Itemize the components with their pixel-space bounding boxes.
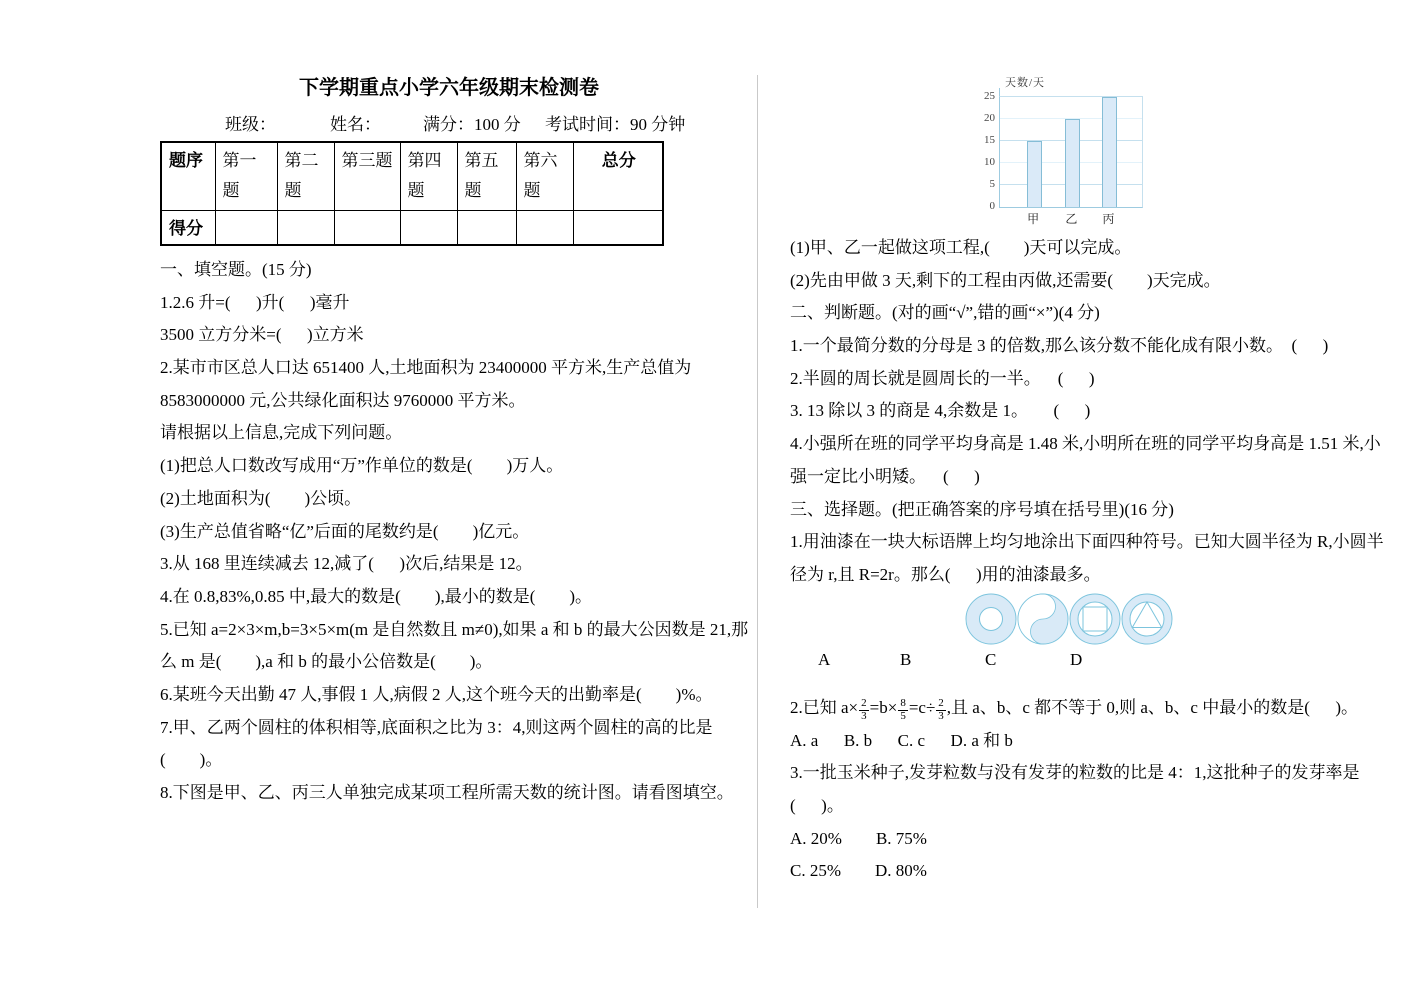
score-table-cell	[334, 211, 400, 246]
student-info-row	[160, 102, 738, 140]
question-line: 4.在 0.8,83%,0.85 中,最大的数是( ),最小的数是( )。	[160, 586, 593, 606]
score-table-cell: 第二题	[277, 142, 334, 211]
question-line: 径为 r,且 R=2r。那么( )用的油漆最多。	[790, 564, 1101, 584]
yinyang-symbol	[1017, 592, 1069, 646]
question-line: 4.小强所在班的同学平均身高是 1.48 米,小明所在班的同学平均身高是 1.51 米,小	[790, 434, 1381, 454]
score-table-cell: 第五题	[457, 142, 516, 211]
question-line: 3.一批玉米种子,发芽粒数与没有发芽的粒数的比是 4：1,这批种子的发芽率是	[790, 763, 1360, 783]
question-line: 请根据以上信息,完成下列问题。	[160, 423, 403, 443]
question-line: 8583000000 元,公共绿化面积达 9760000 平方米。	[160, 390, 526, 410]
fraction: $\frac{2}{3}$	[938, 697, 944, 722]
question-line: 一、填空题。(15 分)	[160, 260, 312, 279]
score-table-cell: 第三题	[334, 142, 400, 211]
score-table-cell: 得分	[161, 211, 215, 246]
question-line: 强一定比小明矮。 ( )	[790, 466, 980, 486]
score-table-cell	[573, 211, 663, 246]
x-axis-tick-label: 丙	[1102, 212, 1115, 226]
score-table-cell: 第六题	[516, 142, 573, 211]
full-score-label: 满分：100 分	[423, 115, 521, 134]
question-line: (1)把总人口数改写成用“万”作单位的数是( )万人。	[160, 456, 564, 476]
question-line: 5.已知 a=2×3×m,b=3×5×m(m 是自然数且 m≠0),如果 a 和 b 的最大公因数是 21,那	[160, 619, 749, 639]
x-axis-tick-label: 乙	[1065, 212, 1078, 226]
question-line: 3. 13 除以 3 的商是 4,余数是 1。 ( )	[790, 401, 1091, 421]
y-axis-tick-label: 10	[984, 156, 995, 168]
choice-symbols-row	[965, 592, 1406, 646]
score-table-cell: 总分	[573, 142, 663, 211]
chart-plot-area	[999, 96, 1143, 208]
question-line: 2.半圆的周长就是圆周长的一半。 ( )	[790, 368, 1095, 388]
fraction: $\frac{2}{3}$	[861, 697, 867, 722]
question-text: =c÷	[908, 697, 936, 717]
exam-time-label: 考试时间：90 分钟	[545, 115, 686, 134]
question-line: 1.一个最简分数的分母是 3 的倍数,那么该分数不能化成有限小数。 ( )	[790, 336, 1329, 356]
question-text: 2.已知 a×	[790, 697, 859, 717]
left-column	[160, 70, 749, 810]
x-axis-tick-label: 甲	[1027, 212, 1040, 226]
score-table-cell	[516, 211, 573, 246]
score-table-cell: 题序	[161, 142, 215, 211]
score-table-cell	[400, 211, 457, 246]
name-label: 姓名：	[330, 115, 381, 134]
y-axis-tick-label: 25	[984, 90, 995, 102]
question-text: ,且 a、b、c 都不等于 0,则 a、b、c 中最小的数是( )。	[946, 697, 1359, 717]
score-table-cell: 第一题	[215, 142, 277, 211]
question-line: 二、判断题。(对的画“√”,错的画“×”)(4 分)	[790, 303, 1100, 323]
question-line: 7.甲、乙两个圆柱的体积相等,底面积之比为 3：4,则这两个圆柱的高的比是	[160, 717, 713, 737]
bar-甲	[1027, 141, 1042, 207]
left-question-lines	[160, 254, 749, 810]
question-line: 3500 立方分米=( )立方米	[160, 325, 364, 345]
y-axis-tick-label: 20	[984, 112, 995, 124]
y-axis-stub	[999, 88, 1000, 96]
chart-y-axis-label: 天数/天	[1005, 77, 1046, 89]
class-label: 班级：	[225, 115, 276, 134]
y-axis-tick-label: 0	[989, 200, 995, 212]
question-line: 8.下图是甲、乙、丙三人单独完成某项工程所需天数的统计图。请看图填空。	[160, 783, 734, 802]
question-line: (3)生产总值省略“亿”后面的尾数约是( )亿元。	[160, 521, 530, 541]
score-table-cell: 第四题	[400, 142, 457, 211]
bar-chart	[975, 70, 1205, 232]
question-line: 1.用油漆在一块大标语牌上均匀地涂出下面四种符号。已知大圆半径为 R,小圆半	[790, 532, 1384, 552]
question-line: 3.从 168 里连续减去 12,减了( )次后,结果是 12。	[160, 554, 533, 574]
score-table-cell	[457, 211, 516, 246]
question-line: (2)土地面积为( )公顷。	[160, 488, 362, 508]
choice-labels-row	[790, 646, 1406, 682]
y-axis-tick-label: 5	[989, 178, 995, 190]
question-line: (2)先由甲做 3 天,剩下的工程由丙做,还需要( )天完成。	[790, 270, 1221, 290]
question-line: 三、选择题。(把正确答案的序号填在括号里)(16 分)	[790, 499, 1174, 519]
question-line-with-fractions	[790, 691, 1406, 725]
bar-丙	[1102, 97, 1117, 207]
question-line: 么 m 是( ),a 和 b 的最小公倍数是( )。	[160, 652, 493, 672]
ring-symbol	[965, 592, 1017, 646]
right-column	[790, 70, 1406, 888]
triangle-in-circle-symbol	[1121, 592, 1173, 646]
right-question-lines-bottom	[790, 725, 1406, 888]
choice-label-b: B	[900, 649, 912, 669]
question-line: 6.某班今天出勤 47 人,事假 1 人,病假 2 人,这个班今天的出勤率是( )%。	[160, 684, 713, 704]
y-axis-tick-label: 15	[984, 134, 995, 146]
question-line: ( )。	[160, 750, 223, 770]
question-line: A. a B. b C. c D. a 和 b	[790, 730, 1013, 750]
choice-label-d: D	[1070, 649, 1083, 669]
question-line: 1.2.6 升=( )升( )毫升	[160, 292, 350, 312]
score-table-cell	[215, 211, 277, 246]
question-text: =b×	[869, 697, 898, 717]
score-table	[160, 141, 664, 246]
square-in-circle-symbol	[1069, 592, 1121, 646]
column-divider	[757, 75, 758, 908]
question-line: ( )。	[790, 795, 844, 815]
question-line: C. 25% D. 80%	[790, 861, 927, 881]
score-table-cell	[277, 211, 334, 246]
right-question-lines-top	[790, 232, 1406, 592]
page-title: 下学期重点小学六年级期末检测卷	[299, 77, 599, 99]
question-line: A. 20% B. 75%	[790, 828, 927, 848]
question-line: 2.某市市区总人口达 651400 人,土地面积为 23400000 平方米,生产总值为	[160, 358, 692, 378]
bar-乙	[1065, 119, 1080, 207]
question-line: (1)甲、乙一起做这项工程,( )天可以完成。	[790, 238, 1132, 257]
fraction: $\frac{8}{5}$	[900, 697, 906, 722]
choice-label-a: A	[818, 649, 831, 669]
choice-label-c: C	[985, 649, 997, 669]
